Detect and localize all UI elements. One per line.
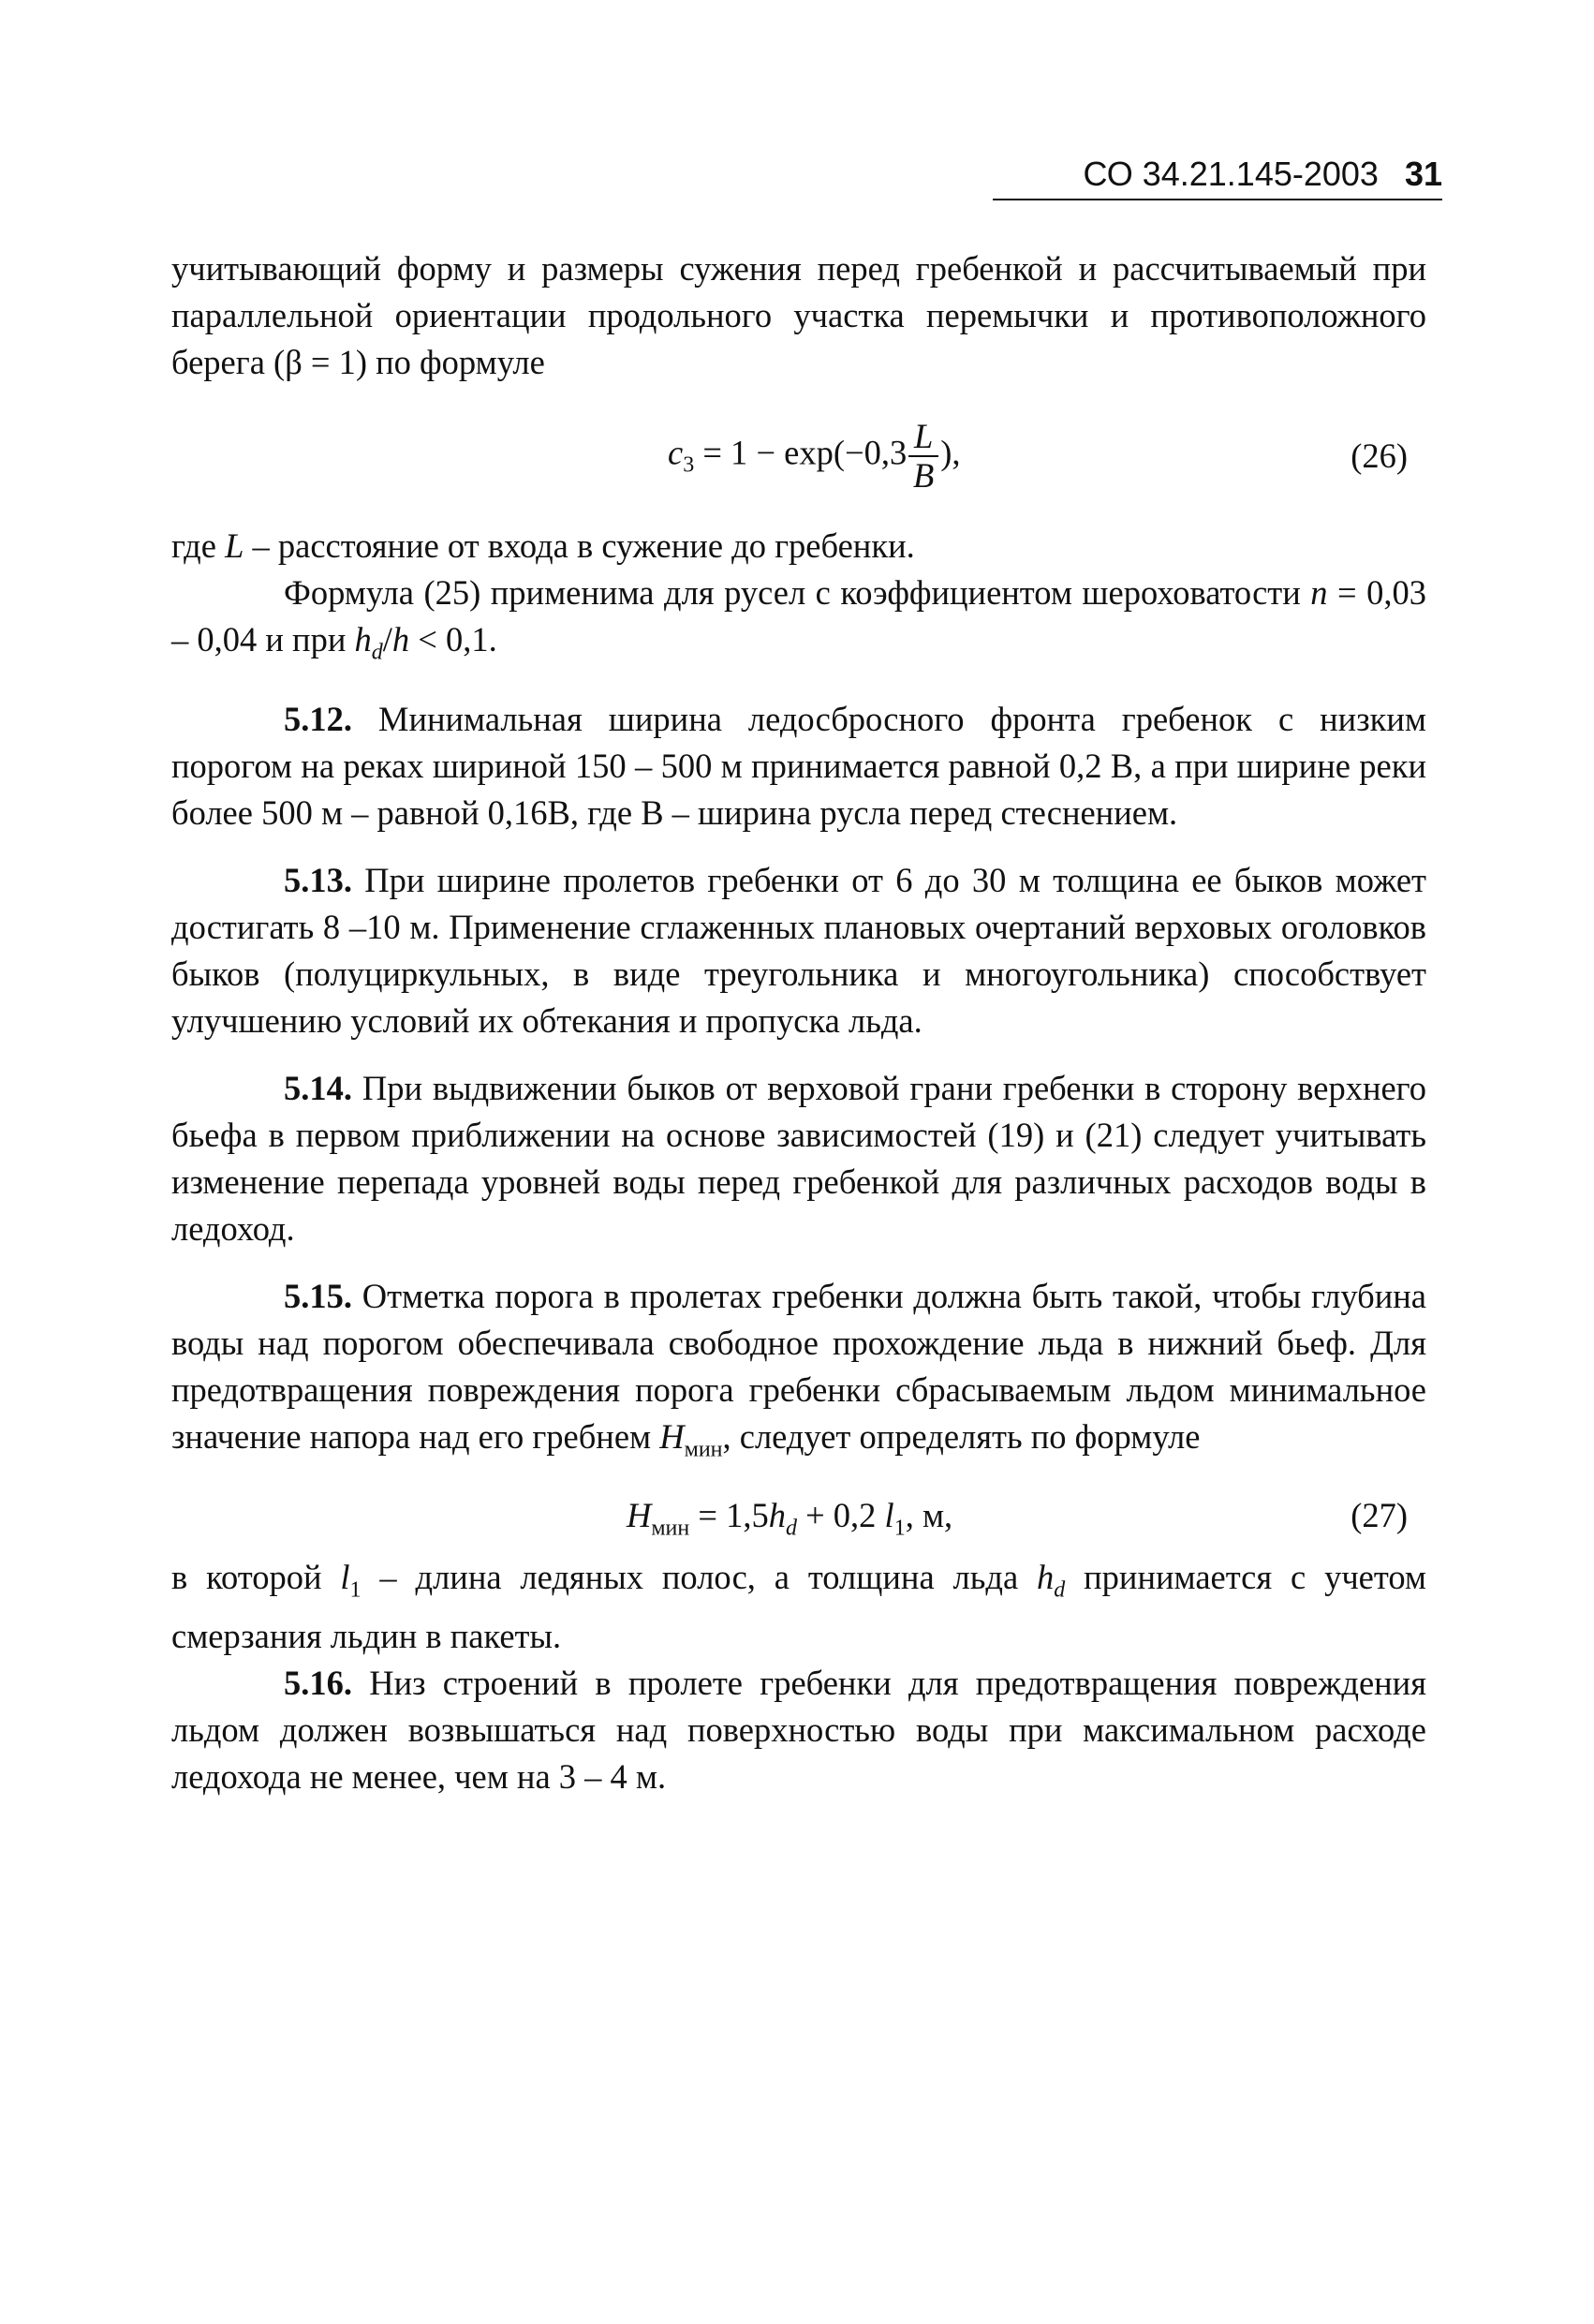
subscript-min: мин bbox=[651, 1515, 690, 1540]
variable-L: L bbox=[225, 526, 244, 565]
variable-h: h bbox=[768, 1495, 786, 1534]
section-5-15 bbox=[171, 1273, 1426, 1473]
page-header bbox=[993, 150, 1442, 200]
text-fragment: принимается с учетом смерзания льдин в пакеты. bbox=[171, 1557, 1427, 1655]
text-fragment: , м, bbox=[905, 1495, 953, 1534]
paragraph-formula-25 bbox=[171, 570, 1426, 675]
subscript-1: 1 bbox=[893, 1515, 906, 1540]
text-fragment: в которой bbox=[171, 1557, 341, 1596]
section-5-12 bbox=[171, 696, 1426, 836]
formula-27 bbox=[171, 1473, 1426, 1554]
text-fragment: где bbox=[171, 526, 226, 565]
section-number: 5.15. bbox=[284, 1277, 352, 1316]
section-text: Минимальная ширина ледосбросного фронта гребенок с низким порогом на реках шириной 150 – 500 м принимается равной 0,2 B, а при ширине реки более 500 м – равной 0,16B, где B – ширина русла перед стеснением. bbox=[171, 700, 1426, 833]
section-number: 5.13. bbox=[284, 861, 352, 900]
variable-l: l bbox=[340, 1557, 350, 1596]
variable-H: H bbox=[659, 1417, 685, 1457]
text-fragment: = 0,03 – 0,04 и при bbox=[171, 573, 1427, 659]
formula-26-fraction bbox=[908, 418, 938, 495]
formula-26-denominator: B bbox=[913, 456, 935, 495]
section-5-13 bbox=[171, 857, 1426, 1044]
subscript-d: d bbox=[1054, 1576, 1066, 1602]
subscript-d: d bbox=[371, 640, 383, 665]
formula-26 bbox=[171, 392, 1426, 523]
formula-27-expression bbox=[627, 1492, 952, 1551]
section-text: , следует определять по формуле bbox=[722, 1417, 1201, 1457]
subscript-min: мин bbox=[684, 1437, 723, 1462]
text-fragment: < 0,1. bbox=[409, 620, 497, 659]
text-fragment: – длина ледяных полос, а толщина льда bbox=[361, 1557, 1038, 1596]
formula-26-mid: = 1 − exp(−0,3 bbox=[694, 433, 908, 472]
section-5-14 bbox=[171, 1065, 1426, 1252]
variable-h: h bbox=[354, 620, 372, 659]
formula-26-numerator: L bbox=[914, 417, 934, 455]
text-fragment: + 0,2 bbox=[796, 1495, 885, 1534]
text-fragment: = 1,5 bbox=[689, 1495, 769, 1534]
page-number: 31 bbox=[1404, 155, 1442, 193]
section-text: При выдвижении быков от верховой грани гребенки в сторону верхнего бьефа в первом приближении на основе зависимостей (19) и (21) следует учитывать изменение перепада уровней воды перед гребенкой для различных расходов воды в ледоход. bbox=[171, 1069, 1426, 1249]
variable-l: l bbox=[884, 1495, 894, 1534]
formula-26-end: ), bbox=[940, 433, 961, 472]
formula-26-label: (26) bbox=[1350, 437, 1408, 475]
page-content bbox=[171, 245, 1426, 1800]
section-text: Низ строений в пролете гребенки для предотвращения повреждения льдом должен возвышаться над поверхностью воды при максимальном расходе ледохода не менее, чем на 3 – 4 м. bbox=[171, 1663, 1426, 1796]
paragraph-where-l1 bbox=[171, 1554, 1426, 1660]
text-fragment: – расстояние от входа в сужение до гребенки. bbox=[244, 526, 915, 565]
paragraph-intro: учитывающий форму и размеры сужения перед гребенкой и рассчитываемый при параллельной ориентации продольного участка перемычки и противоположного берега (β = 1) по формуле bbox=[171, 249, 1426, 381]
section-text: Отметка порога в пролетах гребенки должна быть такой, чтобы глубина воды над порогом обеспечивала свободное прохождение льда в нижний бьеф. Для предотвращения повреждения порога гребенки сбрасываемым льдом минимальное значение напора над его гребнем bbox=[171, 1277, 1426, 1457]
formula-26-c-subscript: 3 bbox=[683, 452, 695, 478]
formula-26-c: c bbox=[668, 433, 684, 472]
document-number: СО 34.21.145-2003 bbox=[1083, 155, 1379, 193]
section-number: 5.12. bbox=[284, 700, 352, 739]
formula-27-label: (27) bbox=[1350, 1495, 1408, 1534]
section-number: 5.14. bbox=[284, 1069, 352, 1108]
text-fragment: Формула (25) применима для русел с коэффициентом шероховатости bbox=[284, 573, 1301, 612]
text-fragment: / bbox=[382, 620, 392, 659]
formula-26-expression bbox=[668, 418, 960, 495]
variable-n: n bbox=[1310, 573, 1328, 612]
subscript-1: 1 bbox=[349, 1576, 362, 1602]
section-text: При ширине пролетов гребенки от 6 до 30 м толщина ее быков может достигать 8 –10 м. Применение сглаженных плановых очертаний верховых оголовков быков (полуциркульных, в виде треугольника и многоугольника) способствует улучшению условий их обтекания и пропуска льда. bbox=[171, 861, 1426, 1041]
paragraph-where-L bbox=[171, 523, 1426, 570]
section-5-16 bbox=[171, 1660, 1426, 1800]
variable-h: h bbox=[1037, 1557, 1055, 1596]
variable-h: h bbox=[391, 620, 410, 659]
variable-H: H bbox=[627, 1495, 652, 1534]
subscript-d: d bbox=[785, 1515, 797, 1540]
section-number: 5.16. bbox=[284, 1663, 352, 1702]
